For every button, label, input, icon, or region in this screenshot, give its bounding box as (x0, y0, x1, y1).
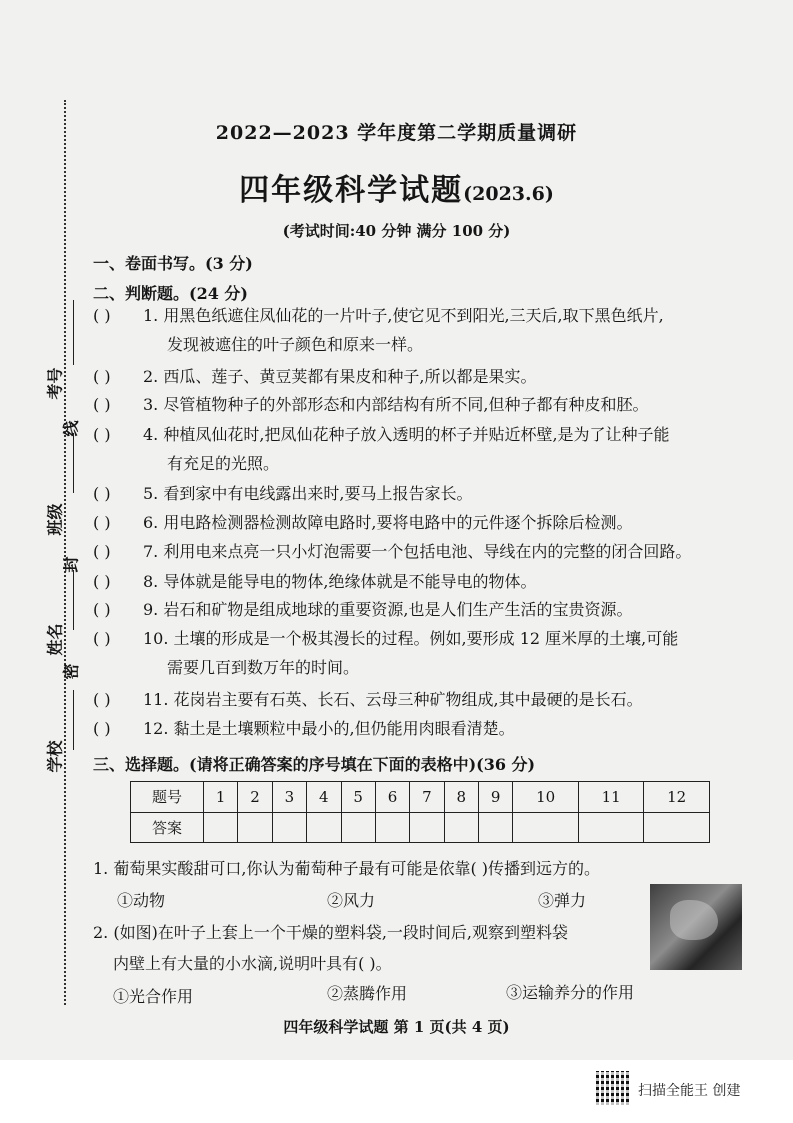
judgement-text-cont: 发现被遮住的叶子颜色和原来一样。 (167, 335, 424, 354)
judgement-item (93, 396, 648, 414)
judgement-item (93, 720, 515, 738)
label-xian: 线 (61, 420, 81, 437)
choice-1-option-a: ①动物 (117, 891, 166, 910)
blank-banji (73, 433, 74, 493)
judgement-item (93, 543, 691, 561)
answer-table-cell[interactable] (479, 812, 513, 843)
answer-parentheses[interactable]: ( ) (93, 719, 111, 738)
answer-table-number: 5 (341, 782, 375, 813)
choice-question-2: 2. (如图)在叶子上套上一个干燥的塑料袋,一段时间后,观察到塑料袋 (93, 923, 569, 942)
answer-table-number: 3 (272, 782, 306, 813)
label-mi: 密 (61, 663, 81, 680)
answer-parentheses[interactable]: ( ) (93, 395, 111, 414)
exam-title (0, 165, 793, 209)
judgement-text: 12. 黏土是土壤颗粒中最小的,但仍能用肉眼看清楚。 (143, 719, 515, 738)
answer-table-number: 7 (410, 782, 444, 813)
exam-title-date: (2023.6) (463, 183, 554, 205)
leaf-bag-photo (650, 884, 742, 970)
answer-table-head-answer: 答案 (131, 812, 204, 843)
answer-table-number: 1 (204, 782, 238, 813)
answer-table-cell[interactable] (513, 812, 579, 843)
judgement-text: 4. 种植凤仙花时,把凤仙花种子放入透明的杯子并贴近杯壁,是为了让种子能 (143, 425, 670, 444)
judgement-text: 8. 导体就是能导电的物体,绝缘体就是不能导电的物体。 (143, 572, 537, 591)
answer-table-number: 2 (238, 782, 272, 813)
judgement-text: 7. 利用电来点亮一只小灯泡需要一个包括电池、导线在内的完整的闭合回路。 (143, 542, 692, 561)
label-xingming: 姓名 (45, 623, 65, 656)
scanner-watermark: 扫描全能王 创建 (638, 1083, 741, 1099)
answer-table-number: 9 (479, 782, 513, 813)
answer-table-number: 12 (644, 782, 710, 813)
judgement-text: 9. 岩石和矿物是组成地球的重要资源,也是人们生产生活的宝贵资源。 (143, 600, 633, 619)
blank-xingming (73, 570, 74, 630)
answer-table-cell[interactable] (444, 812, 478, 843)
judgement-text: 5. 看到家中有电线露出来时,要马上报告家长。 (143, 484, 473, 503)
choice-1-option-b: ②风力 (327, 891, 376, 910)
judgement-text-cont: 有充足的光照。 (167, 454, 280, 473)
answer-table-number: 8 (444, 782, 478, 813)
answer-table-number: 4 (307, 782, 341, 813)
judgement-item (93, 485, 472, 503)
exam-term-heading: 2022—2023 学年度第二学期质量调研 (215, 122, 578, 144)
judgement-item (93, 630, 678, 677)
answer-parentheses[interactable]: ( ) (93, 306, 111, 325)
judgement-text: 2. 西瓜、莲子、黄豆荚都有果皮和种子,所以都是果实。 (143, 367, 537, 386)
answer-table-cell[interactable] (307, 812, 341, 843)
answer-table-cell[interactable] (204, 812, 238, 843)
answer-table-cell[interactable] (644, 812, 710, 843)
choice-1-option-c: ③弹力 (538, 891, 587, 910)
answer-table-head-number: 题号 (131, 782, 204, 813)
answer-parentheses[interactable]: ( ) (93, 484, 111, 503)
answer-table-cell[interactable] (375, 812, 409, 843)
exam-title-text: 四年级科学试题 (239, 173, 464, 208)
section-handwriting: 一、卷面书写。(3 分) (93, 254, 253, 273)
answer-table-cell[interactable] (341, 812, 375, 843)
blank-kaohao (73, 300, 74, 365)
label-banji: 班级 (45, 503, 65, 536)
answer-parentheses[interactable]: ( ) (93, 600, 111, 619)
answer-table-cell[interactable] (410, 812, 444, 843)
answer-parentheses[interactable]: ( ) (93, 542, 111, 561)
blank-xuexiao (73, 690, 74, 750)
judgement-item (93, 601, 632, 619)
choice-question-2-cont: 内壁上有大量的小水滴,说明叶具有( )。 (113, 954, 392, 973)
judgement-item (93, 368, 536, 386)
choice-2-option-b: ②蒸腾作用 (327, 984, 408, 1003)
section-choice: 三、选择题。(请将正确答案的序号填在下面的表格中)(36 分) (93, 755, 536, 774)
answer-table-cell[interactable] (238, 812, 272, 843)
label-feng: 封 (61, 556, 81, 573)
answer-parentheses[interactable]: ( ) (93, 425, 111, 444)
section-judgement: 二、判断题。(24 分) (93, 284, 248, 303)
answer-parentheses[interactable]: ( ) (93, 690, 111, 709)
judgement-text-cont: 需要几百到数万年的时间。 (167, 658, 360, 677)
answer-table-number: 11 (578, 782, 644, 813)
judgement-item (93, 426, 670, 473)
judgement-item (93, 307, 664, 354)
page-footer: 四年级科学试题 第 1 页(共 4 页) (283, 1018, 510, 1036)
judgement-item (93, 691, 643, 709)
answer-table-answer-row (131, 812, 710, 843)
judgement-text: 6. 用电路检测器检测故障电路时,要将电路中的元件逐个拆除后检测。 (143, 513, 633, 532)
qr-code-icon (596, 1071, 630, 1105)
answer-parentheses[interactable]: ( ) (93, 629, 111, 648)
answer-table-number: 6 (375, 782, 409, 813)
choice-question-1: 1. 葡萄果实酸甜可口,你认为葡萄种子最有可能是依靠( )传播到远方的。 (93, 859, 601, 878)
exam-info: (考试时间:40 分钟 满分 100 分) (282, 222, 511, 240)
label-kaohao: 考号 (45, 367, 65, 400)
answer-table (130, 781, 710, 843)
judgement-item (93, 514, 632, 532)
answer-parentheses[interactable]: ( ) (93, 572, 111, 591)
judgement-text: 3. 尽管植物种子的外部形态和内部结构有所不同,但种子都有种皮和胚。 (143, 395, 649, 414)
answer-table-number-row (131, 782, 710, 813)
answer-parentheses[interactable]: ( ) (93, 513, 111, 532)
choice-2-option-c: ③运输养分的作用 (506, 983, 635, 1002)
judgement-text: 1. 用黑色纸遮住凤仙花的一片叶子,使它见不到阳光,三天后,取下黑色纸片, (143, 306, 664, 325)
judgement-text: 10. 土壤的形成是一个极其漫长的过程。例如,要形成 12 厘米厚的土壤,可能 (143, 629, 679, 648)
judgement-item (93, 573, 536, 591)
answer-table-number: 10 (513, 782, 579, 813)
answer-parentheses[interactable]: ( ) (93, 367, 111, 386)
choice-2-option-a: ①光合作用 (113, 987, 194, 1006)
answer-table-cell[interactable] (272, 812, 306, 843)
judgement-text: 11. 花岗岩主要有石英、长石、云母三种矿物组成,其中最硬的是长石。 (143, 690, 643, 709)
answer-table-cell[interactable] (578, 812, 644, 843)
label-xuexiao: 学校 (45, 740, 65, 773)
